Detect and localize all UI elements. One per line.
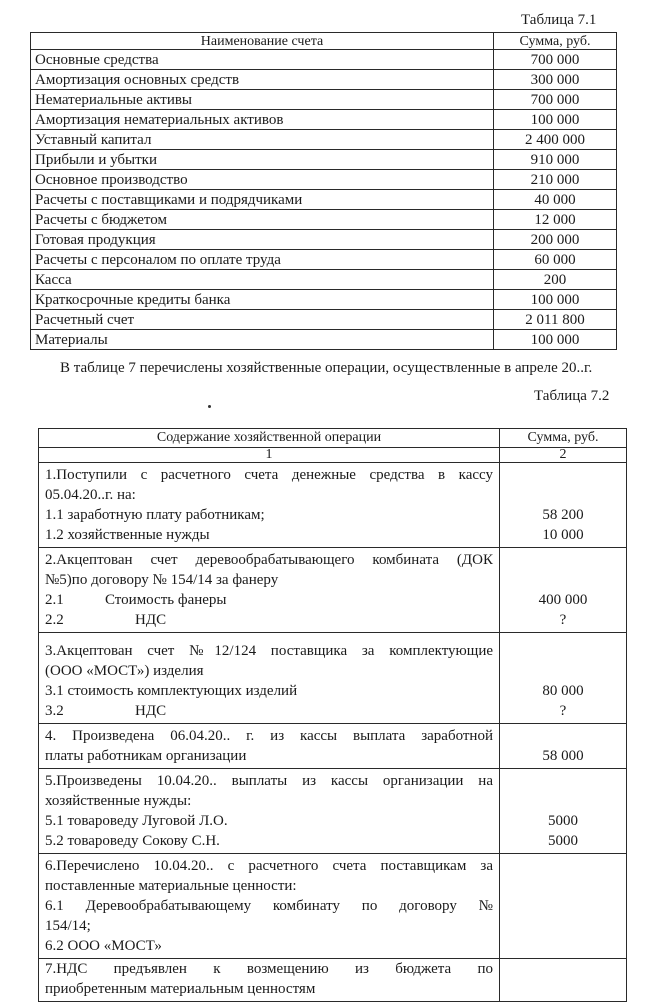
operation-header: Содержание хозяйственной операции [39,429,500,448]
operation-line: 5.2 товароведу Сокову С.Н. [45,833,220,849]
intro-paragraph: В таблице 7 перечислены хозяйственные операции, осуществленные в апреле 20..г. [60,360,593,376]
operation-row [39,548,627,633]
table-header-row [31,33,617,50]
operation-line: хозяйственные нужды: [45,793,192,809]
account-name: Расчетный счет [31,310,494,330]
operation-text [39,959,500,1002]
account-name: Основное производство [31,170,494,190]
operation-row [39,724,627,769]
operation-line: 2.Акцептован счет деревообрабатывающего комбината (ДОК [45,552,493,568]
operation-amount [500,548,627,633]
table-row [31,250,617,270]
account-name: Прибыли и убытки [31,150,494,170]
account-amount: 100 000 [494,330,617,350]
operation-line: 5.Произведены 10.04.20.. выплаты из кассы организации на [45,773,493,789]
operation-amount [500,463,627,548]
table-row [31,270,617,290]
amount-value: 400 000 [538,592,588,608]
operation-line: 1.2 хозяйственные нужды [45,527,210,543]
operation-line: 05.04.20..г. на: [45,487,136,503]
amount-value: 10 000 [542,527,584,543]
accounts-table [30,32,617,350]
amount-value: 5000 [548,833,578,849]
table-row [31,90,617,110]
account-amount: 60 000 [494,250,617,270]
operation-line: 4. Произведена 06.04.20.. г. из кассы выплата заработной [45,728,493,744]
account-amount: 2 400 000 [494,130,617,150]
operation-line: 1.1 заработную плату работникам; [45,507,265,523]
table-row [31,330,617,350]
table-row [31,50,617,70]
account-name: Амортизация основных средств [31,70,494,90]
account-name: Касса [31,270,494,290]
operation-text [39,463,500,548]
operation-row [39,959,627,1002]
operation-line: поставленные материальные ценности: [45,878,297,894]
operation-line: 1.Поступили с расчетного счета денежные средства в кассу [45,467,493,483]
account-name: Уставный капитал [31,130,494,150]
table-row [31,230,617,250]
operation-line: 6.2 ООО «МОСТ» [45,938,162,954]
amount-header: Сумма, руб. [500,429,627,448]
amount-value: 80 000 [542,683,584,699]
operations-table [38,428,627,1002]
table-row [31,110,617,130]
account-amount: 700 000 [494,50,617,70]
table-row [31,130,617,150]
operation-amount [500,854,627,959]
account-name-header: Наименование счета [31,33,494,50]
operation-amount [500,633,627,724]
account-amount: 2 011 800 [494,310,617,330]
operation-line: (ООО «МОСТ») изделия [45,663,204,679]
operation-text [39,548,500,633]
operation-text [39,633,500,724]
table-row [31,190,617,210]
operation-amount [500,959,627,1002]
operation-row [39,769,627,854]
account-amount: 12 000 [494,210,617,230]
operation-line: №5)по договору № 154/14 за фанеру [45,572,279,588]
amount-value: 58 000 [542,748,584,764]
operation-line [45,610,493,630]
operation-line [45,590,493,610]
operation-line: 154/14; [45,918,91,934]
amount-header: Сумма, руб. [494,33,617,50]
operation-text [39,724,500,769]
operation-row [39,463,627,548]
operation-line: платы работникам организации [45,748,247,764]
item-label: Стоимость фанеры [105,592,227,608]
operation-text [39,854,500,959]
scan-speck [208,405,211,408]
operation-row [39,633,627,724]
account-amount: 40 000 [494,190,617,210]
account-amount: 700 000 [494,90,617,110]
item-number: 3.2 [45,703,64,719]
operation-line: 6.Перечислено 10.04.20.. с расчетного счета поставщикам за [45,858,493,874]
item-number: 2.1 [45,592,64,608]
account-amount: 100 000 [494,290,617,310]
operation-line: 3.Акцептован счет №12/124 поставщика за комплектующие [45,643,493,659]
operation-line: 5.1 товароведу Луговой Л.О. [45,813,228,829]
account-amount: 300 000 [494,70,617,90]
table-row [31,170,617,190]
account-name: Амортизация нематериальных активов [31,110,494,130]
table-row [31,290,617,310]
operation-line: 3.1 стоимость комплектующих изделий [45,683,298,699]
table-7-1-caption: Таблица 7.1 [521,12,597,28]
account-amount: 100 000 [494,110,617,130]
table-row [31,210,617,230]
account-amount: 200 [494,270,617,290]
account-name: Основные средства [31,50,494,70]
table-row [31,310,617,330]
account-name: Расчеты с персоналом по оплате труда [31,250,494,270]
operation-line: 7.НДС предъявлен к возмещению из бюджета по [45,961,493,977]
item-label: НДС [135,612,167,628]
amount-value: 58 200 [542,507,584,523]
table-7-2-caption: Таблица 7.2 [534,388,610,404]
operation-line: приобретенным материальным ценностям [45,981,316,997]
amount-value: 5000 [548,813,578,829]
account-name: Готовая продукция [31,230,494,250]
table-row [31,150,617,170]
operation-amount [500,724,627,769]
account-amount: 910 000 [494,150,617,170]
operation-row [39,854,627,959]
column-number-2: 2 [500,448,627,463]
amount-value: ? [559,612,567,628]
item-label: НДС [135,703,167,719]
account-name: Расчеты с поставщиками и подрядчиками [31,190,494,210]
account-name: Материалы [31,330,494,350]
operation-line: 6.1 Деревообрабатывающему комбинату по договору № [45,898,493,914]
account-amount: 210 000 [494,170,617,190]
table-row [31,70,617,90]
column-number-row [39,448,627,463]
table-header-row [39,429,627,448]
column-number-1: 1 [39,448,500,463]
account-name: Расчеты с бюджетом [31,210,494,230]
account-name: Краткосрочные кредиты банка [31,290,494,310]
operation-line [45,701,493,721]
item-number: 2.2 [45,612,64,628]
amount-value: ? [559,703,567,719]
operation-text [39,769,500,854]
account-name: Нематериальные активы [31,90,494,110]
account-amount: 200 000 [494,230,617,250]
operation-amount [500,769,627,854]
